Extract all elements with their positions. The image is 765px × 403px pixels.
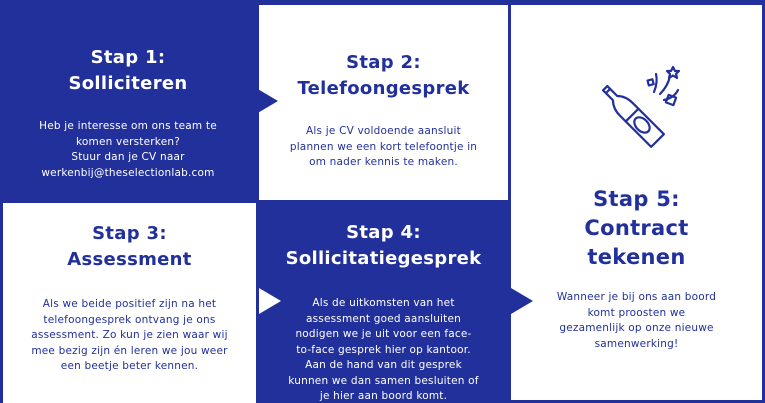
step-1-name: Solliciteren [68,73,188,94]
step-4-text-line: assessment goed aansluiten [305,312,462,325]
flow-arrow-4-to-5 [511,288,533,314]
flow-arrow-3-to-4 [259,288,281,314]
step-2-name: Telefoongesprek [297,78,470,99]
step-1-text-line: komen versterken? [76,135,180,148]
step-1-email: werkenbij@theselectionlab.com [41,166,215,179]
step-3-text-line: mee bezig zijn én leren we jou weer [31,344,228,357]
step-5-text-line: Wanneer je bij ons aan boord [556,291,717,303]
step-4-text-line: kunnen we dan samen besluiten of [288,374,479,387]
step-3-title [67,221,191,273]
step-1-tile [0,0,256,203]
step-3-text-line: telefoongesprek ontvang je ons [43,313,216,326]
champagne-bottle-icon [578,58,698,158]
step-3-name: Assessment [67,249,192,270]
step-3-number: Stap 3: [92,223,167,244]
step-4-text-line: to-face gesprek hier op kantoor. [296,343,471,356]
step-5-text-line: samenwerking! [594,337,679,350]
step-4-name: Sollicitatiegesprek [285,248,482,269]
step-5-name-line-1: Contract [584,216,689,240]
step-2-tile [259,5,508,200]
step-3-tile [3,203,256,403]
step-5-text-line: komt proosten we [587,306,686,319]
step-5-title [584,185,688,272]
step-4-number: Stap 4: [346,222,421,243]
step-5-text [557,290,716,352]
step-2-text [290,124,477,171]
step-1-text-line: Heb je interesse om ons team te [39,120,217,132]
step-2-text-line: plannen we een kort telefoontje in [289,140,478,153]
step-4-title [286,220,482,272]
step-4-text-line: je hier aan boord komt. [319,390,448,402]
step-3-text-line: een beetje beter kennen. [60,360,199,372]
step-2-text-line: om nader kennis te maken. [309,156,458,168]
step-4-text-line: nodigen we je uit voor een face- [295,328,472,340]
step-4-tile [259,203,508,400]
step-1-number: Stap 1: [90,47,166,68]
step-3-text-line: Als we beide positief zijn na het [42,298,217,310]
step-2-title [297,50,469,102]
step-4-text-line: Als de uitkomsten van het [312,297,455,309]
step-2-text-line: Als je CV voldoende aansluit [306,125,461,137]
step-3-text [31,297,227,375]
step-2-number: Stap 2: [346,52,421,73]
step-4-text [288,296,478,403]
step-1-text [39,119,217,181]
step-3-text-line: assessment. Zo kun je zien waar wij [31,329,228,341]
step-4-text-line: Aan de hand van dit gesprek [305,359,462,371]
step-1-title [69,45,188,97]
step-1-text-line: Stuur dan je CV naar [71,151,185,163]
step-5-text-line: gezamenlijk op onze nieuwe [559,322,714,334]
step-5-number: Stap 5: [593,187,680,211]
step-5-name-line-2: tekenen [587,245,686,269]
flow-arrow-1-to-2 [256,88,278,114]
